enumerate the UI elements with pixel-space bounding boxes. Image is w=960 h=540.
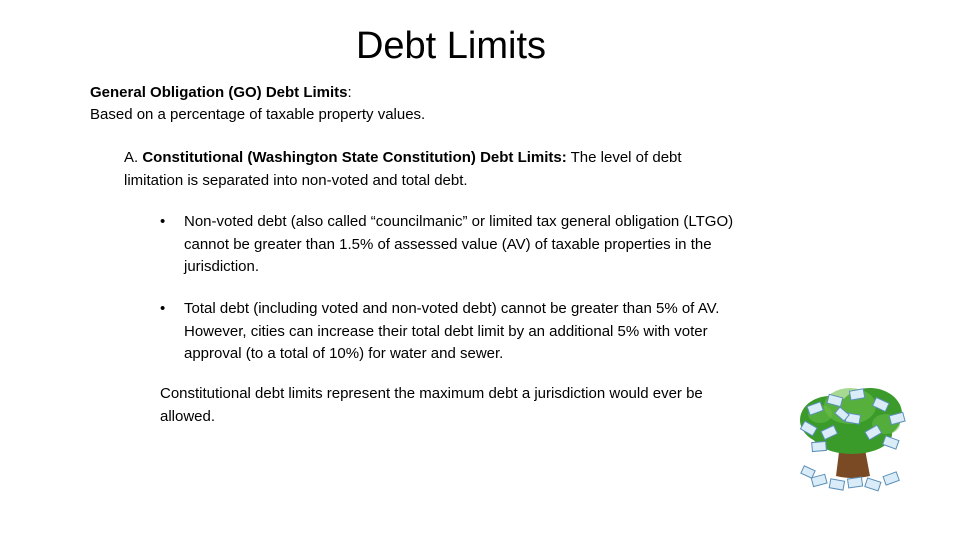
subsection-body: The level of debt limitation is separated into non-voted and total debt. xyxy=(124,149,682,189)
closing-statement: Constitutional debt limits represent the maximum debt a jurisdiction would ever be allowed. xyxy=(160,385,703,425)
bullet-text: Non-voted debt (also called “councilmanic” or limited tax general obligation (LTGO) cannot be greater than 1.5% of assessed value (AV) of taxable properties in the jurisdiction. xyxy=(184,213,734,275)
subsection-heading: Constitutional (Washington State Constitution) Debt Limits: xyxy=(142,149,567,166)
slide-title: Debt Limits xyxy=(355,25,547,67)
bullet-text: Total debt (including voted and non-voted debt) cannot be greater than 5% of AV. However, cities can increase their total debt limit by an additional 5% with voter approval (to a total of 10%) for water and sewer. xyxy=(184,300,720,362)
bullet-marker: • xyxy=(160,213,166,230)
bullet-item xyxy=(160,211,760,279)
money-tree-icon xyxy=(790,384,916,492)
bullet-marker: • xyxy=(160,300,166,317)
section-heading-bold: General Obligation (GO) Debt Limits xyxy=(90,84,348,101)
subsection-prefix: A. xyxy=(124,149,143,166)
section-heading-suffix: : xyxy=(347,84,352,101)
section-heading xyxy=(90,82,352,104)
section-description: Based on a percentage of taxable property values. xyxy=(90,106,426,123)
bullet-item xyxy=(160,298,760,366)
subsection-constitutional xyxy=(124,146,734,192)
